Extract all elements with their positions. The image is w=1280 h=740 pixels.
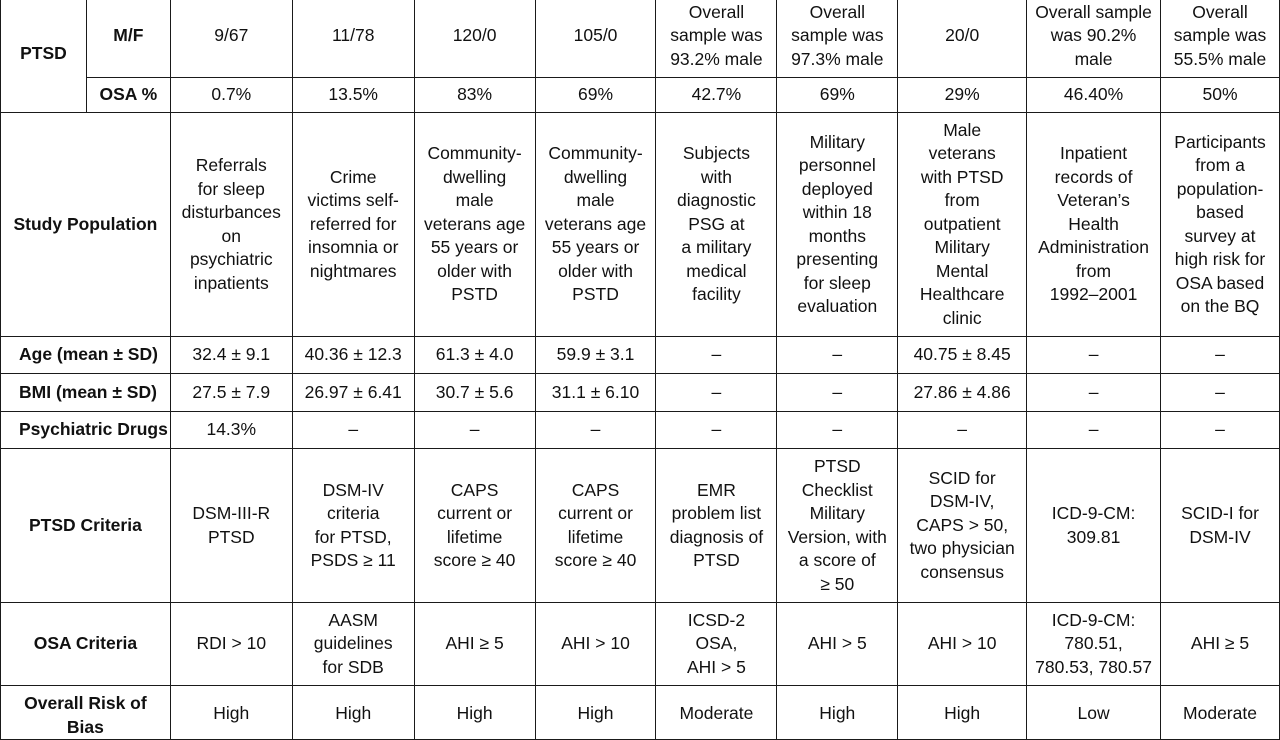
table-cell: – bbox=[414, 412, 535, 449]
table-cell: 105/0 bbox=[535, 0, 656, 78]
study-population-label: Study Population bbox=[1, 113, 171, 337]
table-cell: – bbox=[292, 412, 414, 449]
table-cell: – bbox=[1161, 374, 1280, 412]
row-age bbox=[1, 337, 1280, 374]
table-cell: 14.3% bbox=[170, 412, 292, 449]
table-cell: 40.36 ± 12.3 bbox=[292, 337, 414, 374]
ptsd-group-label: PTSD bbox=[1, 0, 87, 113]
table-cell: High bbox=[777, 686, 898, 740]
table-cell: 11/78 bbox=[292, 0, 414, 78]
row-study-population bbox=[1, 113, 1280, 337]
table-cell: AHI ≥ 5 bbox=[1161, 603, 1280, 686]
table-cell: Referrals for sleep disturbances on psychiatric inpatients bbox=[170, 113, 292, 337]
row-ptsd-criteria bbox=[1, 449, 1280, 603]
table-cell: 32.4 ± 9.1 bbox=[170, 337, 292, 374]
table-cell: EMR problem list diagnosis of PTSD bbox=[656, 449, 777, 603]
table-cell: 26.97 ± 6.41 bbox=[292, 374, 414, 412]
table-cell: DSM-III-R PTSD bbox=[170, 449, 292, 603]
table-cell: AHI > 10 bbox=[535, 603, 656, 686]
table-cell: 83% bbox=[414, 78, 535, 113]
table-cell: High bbox=[535, 686, 656, 740]
table-cell: Male veterans with PTSD from outpatient Military Mental Healthcare clinic bbox=[898, 113, 1027, 337]
row-psychiatric-drugs bbox=[1, 412, 1280, 449]
ptsd-criteria-label: PTSD Criteria bbox=[1, 449, 171, 603]
table-cell: 0.7% bbox=[170, 78, 292, 113]
table-cell: AHI > 5 bbox=[777, 603, 898, 686]
table-cell: High bbox=[170, 686, 292, 740]
table-cell: 59.9 ± 3.1 bbox=[535, 337, 656, 374]
table-cell: 42.7% bbox=[656, 78, 777, 113]
row-bmi bbox=[1, 374, 1280, 412]
table-cell: – bbox=[535, 412, 656, 449]
table-cell: AHI > 10 bbox=[898, 603, 1027, 686]
table-cell: SCID for DSM-IV, CAPS > 50, two physician consensus bbox=[898, 449, 1027, 603]
table-cell: – bbox=[777, 337, 898, 374]
table-cell: – bbox=[656, 337, 777, 374]
table-cell: Inpatient records of Veteran’s Health Administration from 1992–2001 bbox=[1027, 113, 1161, 337]
table-cell: CAPS current or lifetime score ≥ 40 bbox=[414, 449, 535, 603]
row-osa-criteria bbox=[1, 603, 1280, 686]
table-cell: DSM-IV criteria for PTSD, PSDS ≥ 11 bbox=[292, 449, 414, 603]
table-cell: High bbox=[898, 686, 1027, 740]
table-cell: Community- dwelling male veterans age 55 years or older with PSTD bbox=[535, 113, 656, 337]
mf-label: M/F bbox=[86, 0, 170, 78]
table-cell: Overall sample was 90.2% male bbox=[1027, 0, 1161, 78]
table-cell: Moderate bbox=[1161, 686, 1280, 740]
table-cell: 27.5 ± 7.9 bbox=[170, 374, 292, 412]
table-cell: High bbox=[292, 686, 414, 740]
table-cell: Crime victims self- referred for insomnia or nightmares bbox=[292, 113, 414, 337]
table-cell: – bbox=[1027, 337, 1161, 374]
table-cell: ICSD-2 OSA, AHI > 5 bbox=[656, 603, 777, 686]
table-cell: High bbox=[414, 686, 535, 740]
table-cell: AHI ≥ 5 bbox=[414, 603, 535, 686]
bmi-label: BMI (mean ± SD) bbox=[1, 374, 171, 412]
age-label: Age (mean ± SD) bbox=[1, 337, 171, 374]
table-cell: 61.3 ± 4.0 bbox=[414, 337, 535, 374]
table-cell: Moderate bbox=[656, 686, 777, 740]
table-cell: – bbox=[898, 412, 1027, 449]
table-cell: 30.7 ± 5.6 bbox=[414, 374, 535, 412]
table-cell: 27.86 ± 4.86 bbox=[898, 374, 1027, 412]
table-cell: Military personnel deployed within 18 months presenting for sleep evaluation bbox=[777, 113, 898, 337]
table-cell: Low bbox=[1027, 686, 1161, 740]
table-cell: 40.75 ± 8.45 bbox=[898, 337, 1027, 374]
table-cell: 46.40% bbox=[1027, 78, 1161, 113]
table-cell: ICD-9-CM: 309.81 bbox=[1027, 449, 1161, 603]
table-cell: AASM guidelines for SDB bbox=[292, 603, 414, 686]
table-cell: 29% bbox=[898, 78, 1027, 113]
table-cell: RDI > 10 bbox=[170, 603, 292, 686]
risk-of-bias-label: Overall Risk of Bias bbox=[1, 686, 171, 740]
table-cell: – bbox=[656, 374, 777, 412]
table-cell: CAPS current or lifetime score ≥ 40 bbox=[535, 449, 656, 603]
table-cell: – bbox=[656, 412, 777, 449]
table-cell: 69% bbox=[535, 78, 656, 113]
table-cell: 31.1 ± 6.10 bbox=[535, 374, 656, 412]
table-cell: Subjects with diagnostic PSG at a military medical facility bbox=[656, 113, 777, 337]
table-cell: 50% bbox=[1161, 78, 1280, 113]
table-cell: SCID-I for DSM-IV bbox=[1161, 449, 1280, 603]
table-cell: Overall sample was 93.2% male bbox=[656, 0, 777, 78]
row-risk-of-bias bbox=[1, 686, 1280, 740]
row-osa-percent bbox=[1, 78, 1280, 113]
table-cell: – bbox=[777, 412, 898, 449]
table-cell: ICD-9-CM: 780.51, 780.53, 780.57 bbox=[1027, 603, 1161, 686]
table-cell: Overall sample was 97.3% male bbox=[777, 0, 898, 78]
table-cell: – bbox=[777, 374, 898, 412]
table-cell: Community- dwelling male veterans age 55 years or older with PSTD bbox=[414, 113, 535, 337]
table-cell: 120/0 bbox=[414, 0, 535, 78]
table-cell: – bbox=[1027, 374, 1161, 412]
table-cell: Overall sample was 55.5% male bbox=[1161, 0, 1280, 78]
psychiatric-drugs-label: Psychiatric Drugs bbox=[1, 412, 171, 449]
osa-criteria-label: OSA Criteria bbox=[1, 603, 171, 686]
table-cell: 69% bbox=[777, 78, 898, 113]
osa-percent-label: OSA % bbox=[86, 78, 170, 113]
table-cell: 20/0 bbox=[898, 0, 1027, 78]
table-cell: – bbox=[1027, 412, 1161, 449]
table-cell: 13.5% bbox=[292, 78, 414, 113]
table-cell: – bbox=[1161, 337, 1280, 374]
row-mf bbox=[1, 0, 1280, 78]
table-cell: 9/67 bbox=[170, 0, 292, 78]
table-cell: Participants from a population- based survey at high risk for OSA based on the BQ bbox=[1161, 113, 1280, 337]
table-cell: PTSD Checklist Military Version, with a score of ≥ 50 bbox=[777, 449, 898, 603]
table-cell: – bbox=[1161, 412, 1280, 449]
